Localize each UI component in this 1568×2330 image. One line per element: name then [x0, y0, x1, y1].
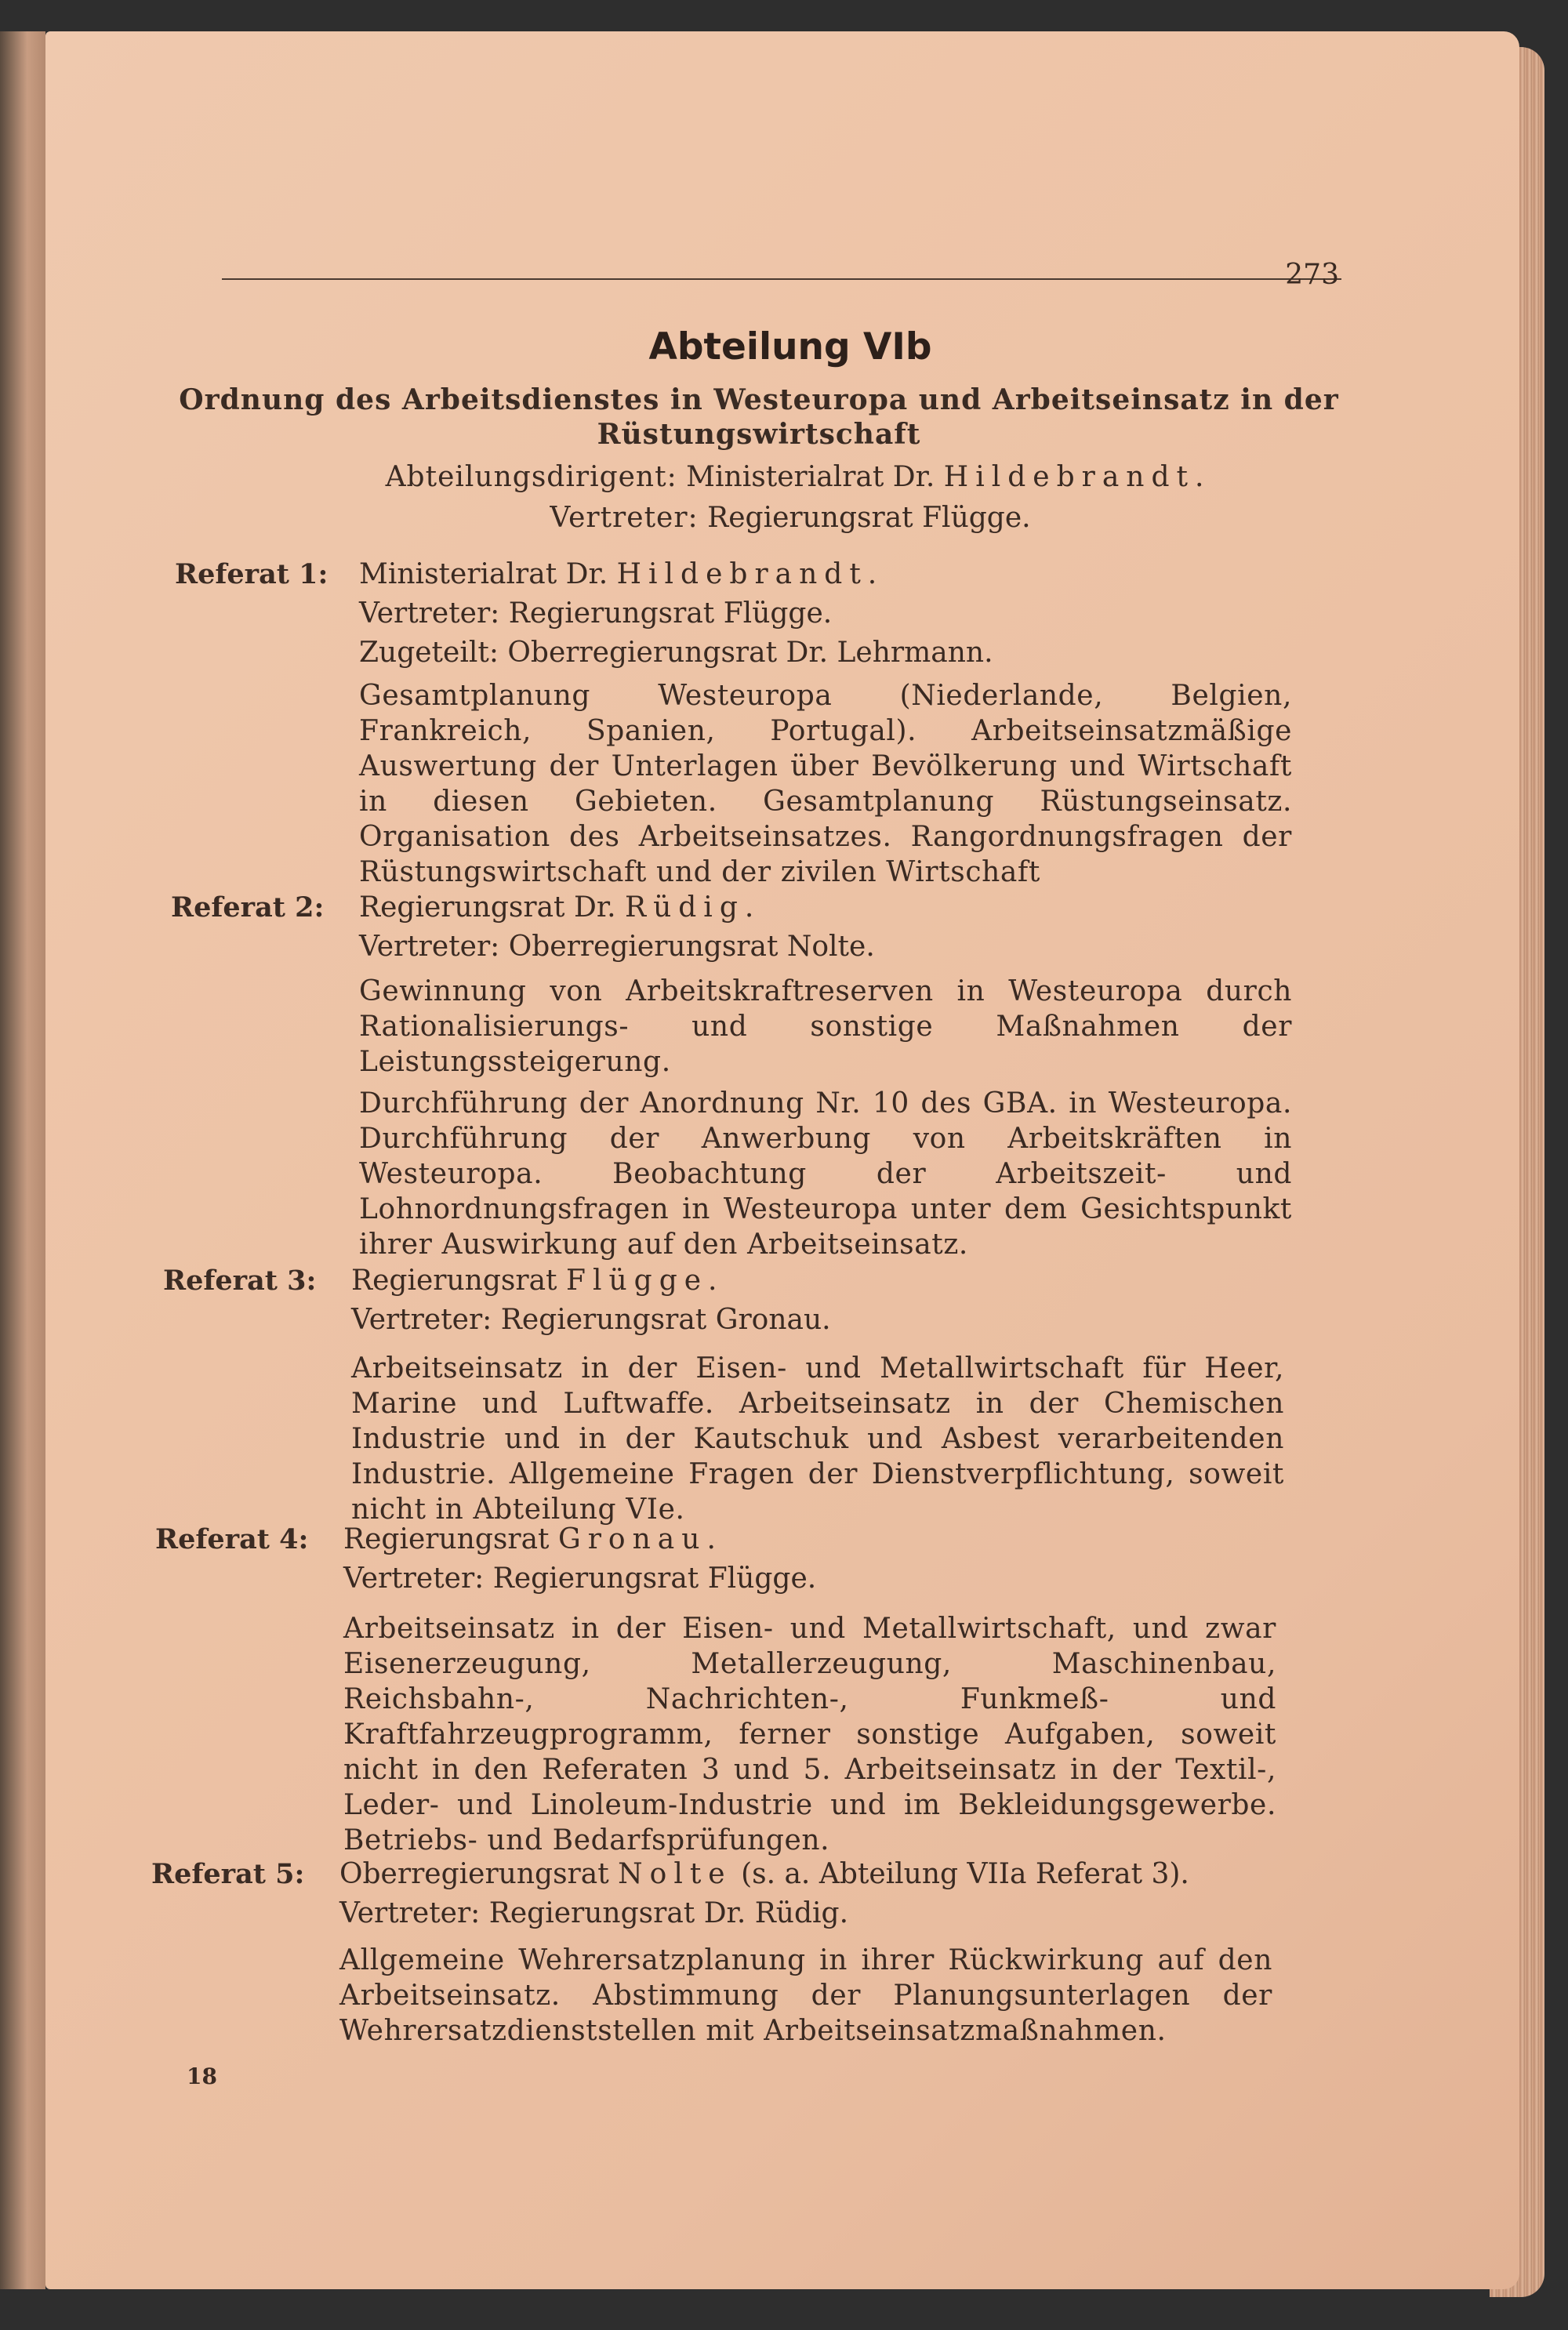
page-title: Abteilung VIb — [648, 325, 932, 368]
referat-2-leader — [359, 891, 760, 924]
referat-2-leader-name: Rüdig. — [624, 891, 761, 924]
referat-3-leader-rank: Regierungsrat — [351, 1265, 557, 1297]
referat-4-label: Referat 4: — [155, 1523, 309, 1555]
referat-2-deputy: Vertreter: Oberregierungsrat Nolte. — [359, 931, 875, 963]
referat-4-leader — [343, 1523, 723, 1556]
referat-1-leader-rank: Ministerialrat Dr. — [359, 558, 608, 590]
referat-5-task-1: Allgemeine Wehrersatzplanung in ihrer Rückwirkung auf den Arbeitseinsatz. Abstimmung der Planungsunterlagen der Wehrersatzdienststellen mit Arbeitseinsatzmaßnahmen. — [339, 1944, 1272, 2047]
dirigent-label: Abteilungsdirigent: — [385, 461, 677, 493]
referat-4-leader-rank: Regierungsrat — [343, 1523, 550, 1555]
referat-5-deputy: Vertreter: Regierungsrat Dr. Rüdig. — [339, 1897, 849, 1929]
referat-2-leader-rank: Regierungsrat Dr. — [359, 891, 616, 924]
referat-1-leader — [359, 558, 884, 591]
referat-3-leader — [351, 1265, 724, 1297]
referat-1-deputy: Vertreter: Regierungsrat Flügge. — [359, 597, 833, 630]
referat-1-task-1: Gesamtplanung Westeuropa (Niederlande, Belgien, Frankreich, Spanien, Portugal). Arbeitseinsatzmäßige Auswertung der Unterlagen über Bevölkerung und Wirtschaft in diesen Gebieten. Gesamtplanung Rüstungseinsatz. Organisation des Arbeitseinsatzes. Rangordnungsfragen der Rüstungswirtschaft und der zivilen Wirtschaft — [359, 680, 1292, 888]
referat-1-leader-name: Hildebrandt. — [616, 558, 884, 590]
referat-4-leader-name: Gronau. — [557, 1523, 723, 1555]
referat-2-label: Referat 2: — [171, 891, 325, 924]
referat-1-assigned: Zugeteilt: Oberregierungsrat Dr. Lehrmann. — [359, 637, 993, 669]
referat-2-task-1: Gewinnung von Arbeitskraftreserven in Westeuropa durch Rationalisierungs- und sonstige Maßnahmen der Leistungssteigerung. — [359, 975, 1292, 1078]
header-rule — [222, 278, 1341, 280]
referat-4-task-1: Arbeitseinsatz in der Eisen- und Metallwirtschaft, und zwar Eisenerzeugung, Metallerzeugung, Maschinenbau, Reichsbahn-, Nachrichten-, Funkmeß- und Kraftfahrzeugprogramm, ferner sonstige Aufgaben, soweit nicht in den Referaten 3 und 5. Arbeitseinsatz in der Textil-, Leder- und Linoleum-Industrie und im Bekleidungsgewerbe. Betriebs- und Bedarfsprüfungen. — [343, 1613, 1276, 1856]
referat-3-deputy: Vertreter: Regierungsrat Gronau. — [351, 1304, 831, 1336]
signature-mark: 18 — [187, 2063, 217, 2089]
dirigent-name: Hildebrandt. — [943, 461, 1211, 493]
referat-2-task-2: Durchführung der Anordnung Nr. 10 des GBA. in Westeuropa. Durchführung der Anwerbung von Arbeitskräften in Westeuropa. Beobachtung der Arbeitszeit- und Lohnordnungsfragen in Westeuropa unter dem Gesichtspunkt ihrer Auswirkung auf den Arbeitseinsatz. — [359, 1087, 1292, 1261]
department-deputy — [437, 502, 1143, 534]
deputy-label: Vertreter: — [550, 502, 699, 534]
referat-3-leader-name: Flügge. — [565, 1265, 724, 1297]
referat-5-leader — [339, 1858, 1189, 1891]
referat-3-task-1: Arbeitseinsatz in der Eisen- und Metallwirtschaft für Heer, Marine und Luftwaffe. Arbeitseinsatz in der Chemischen Industrie und in der Kautschuk und Asbest verarbeitenden Industrie. Allgemeine Fragen der Dienstverpflichtung, soweit nicht in Abteilung VIe. — [351, 1352, 1284, 1526]
referat-5-leader-name: Nolte — [618, 1858, 732, 1890]
referat-5-leader-note: (s. a. Abteilung VIIa Referat 3). — [741, 1858, 1189, 1890]
referat-1-label: Referat 1: — [175, 558, 328, 590]
page-subtitle: Ordnung des Arbeitsdienstes in Westeuropa und Arbeitseinsatz in der Rüstungswirtschaft — [179, 383, 1339, 451]
referat-5-label: Referat 5: — [151, 1858, 305, 1890]
deputy-value: Regierungsrat Flügge. — [707, 502, 1031, 534]
dirigent-rank: Ministerialrat Dr. — [686, 461, 935, 493]
referat-5-leader-rank: Oberregierungsrat — [339, 1858, 609, 1890]
page-number: 273 — [1285, 259, 1339, 291]
document-page — [45, 31, 1519, 2289]
referat-4-deputy: Vertreter: Regierungsrat Flügge. — [343, 1562, 817, 1595]
facing-page-edge — [0, 31, 45, 2289]
department-head — [289, 461, 1308, 493]
referat-3-label: Referat 3: — [163, 1265, 317, 1297]
